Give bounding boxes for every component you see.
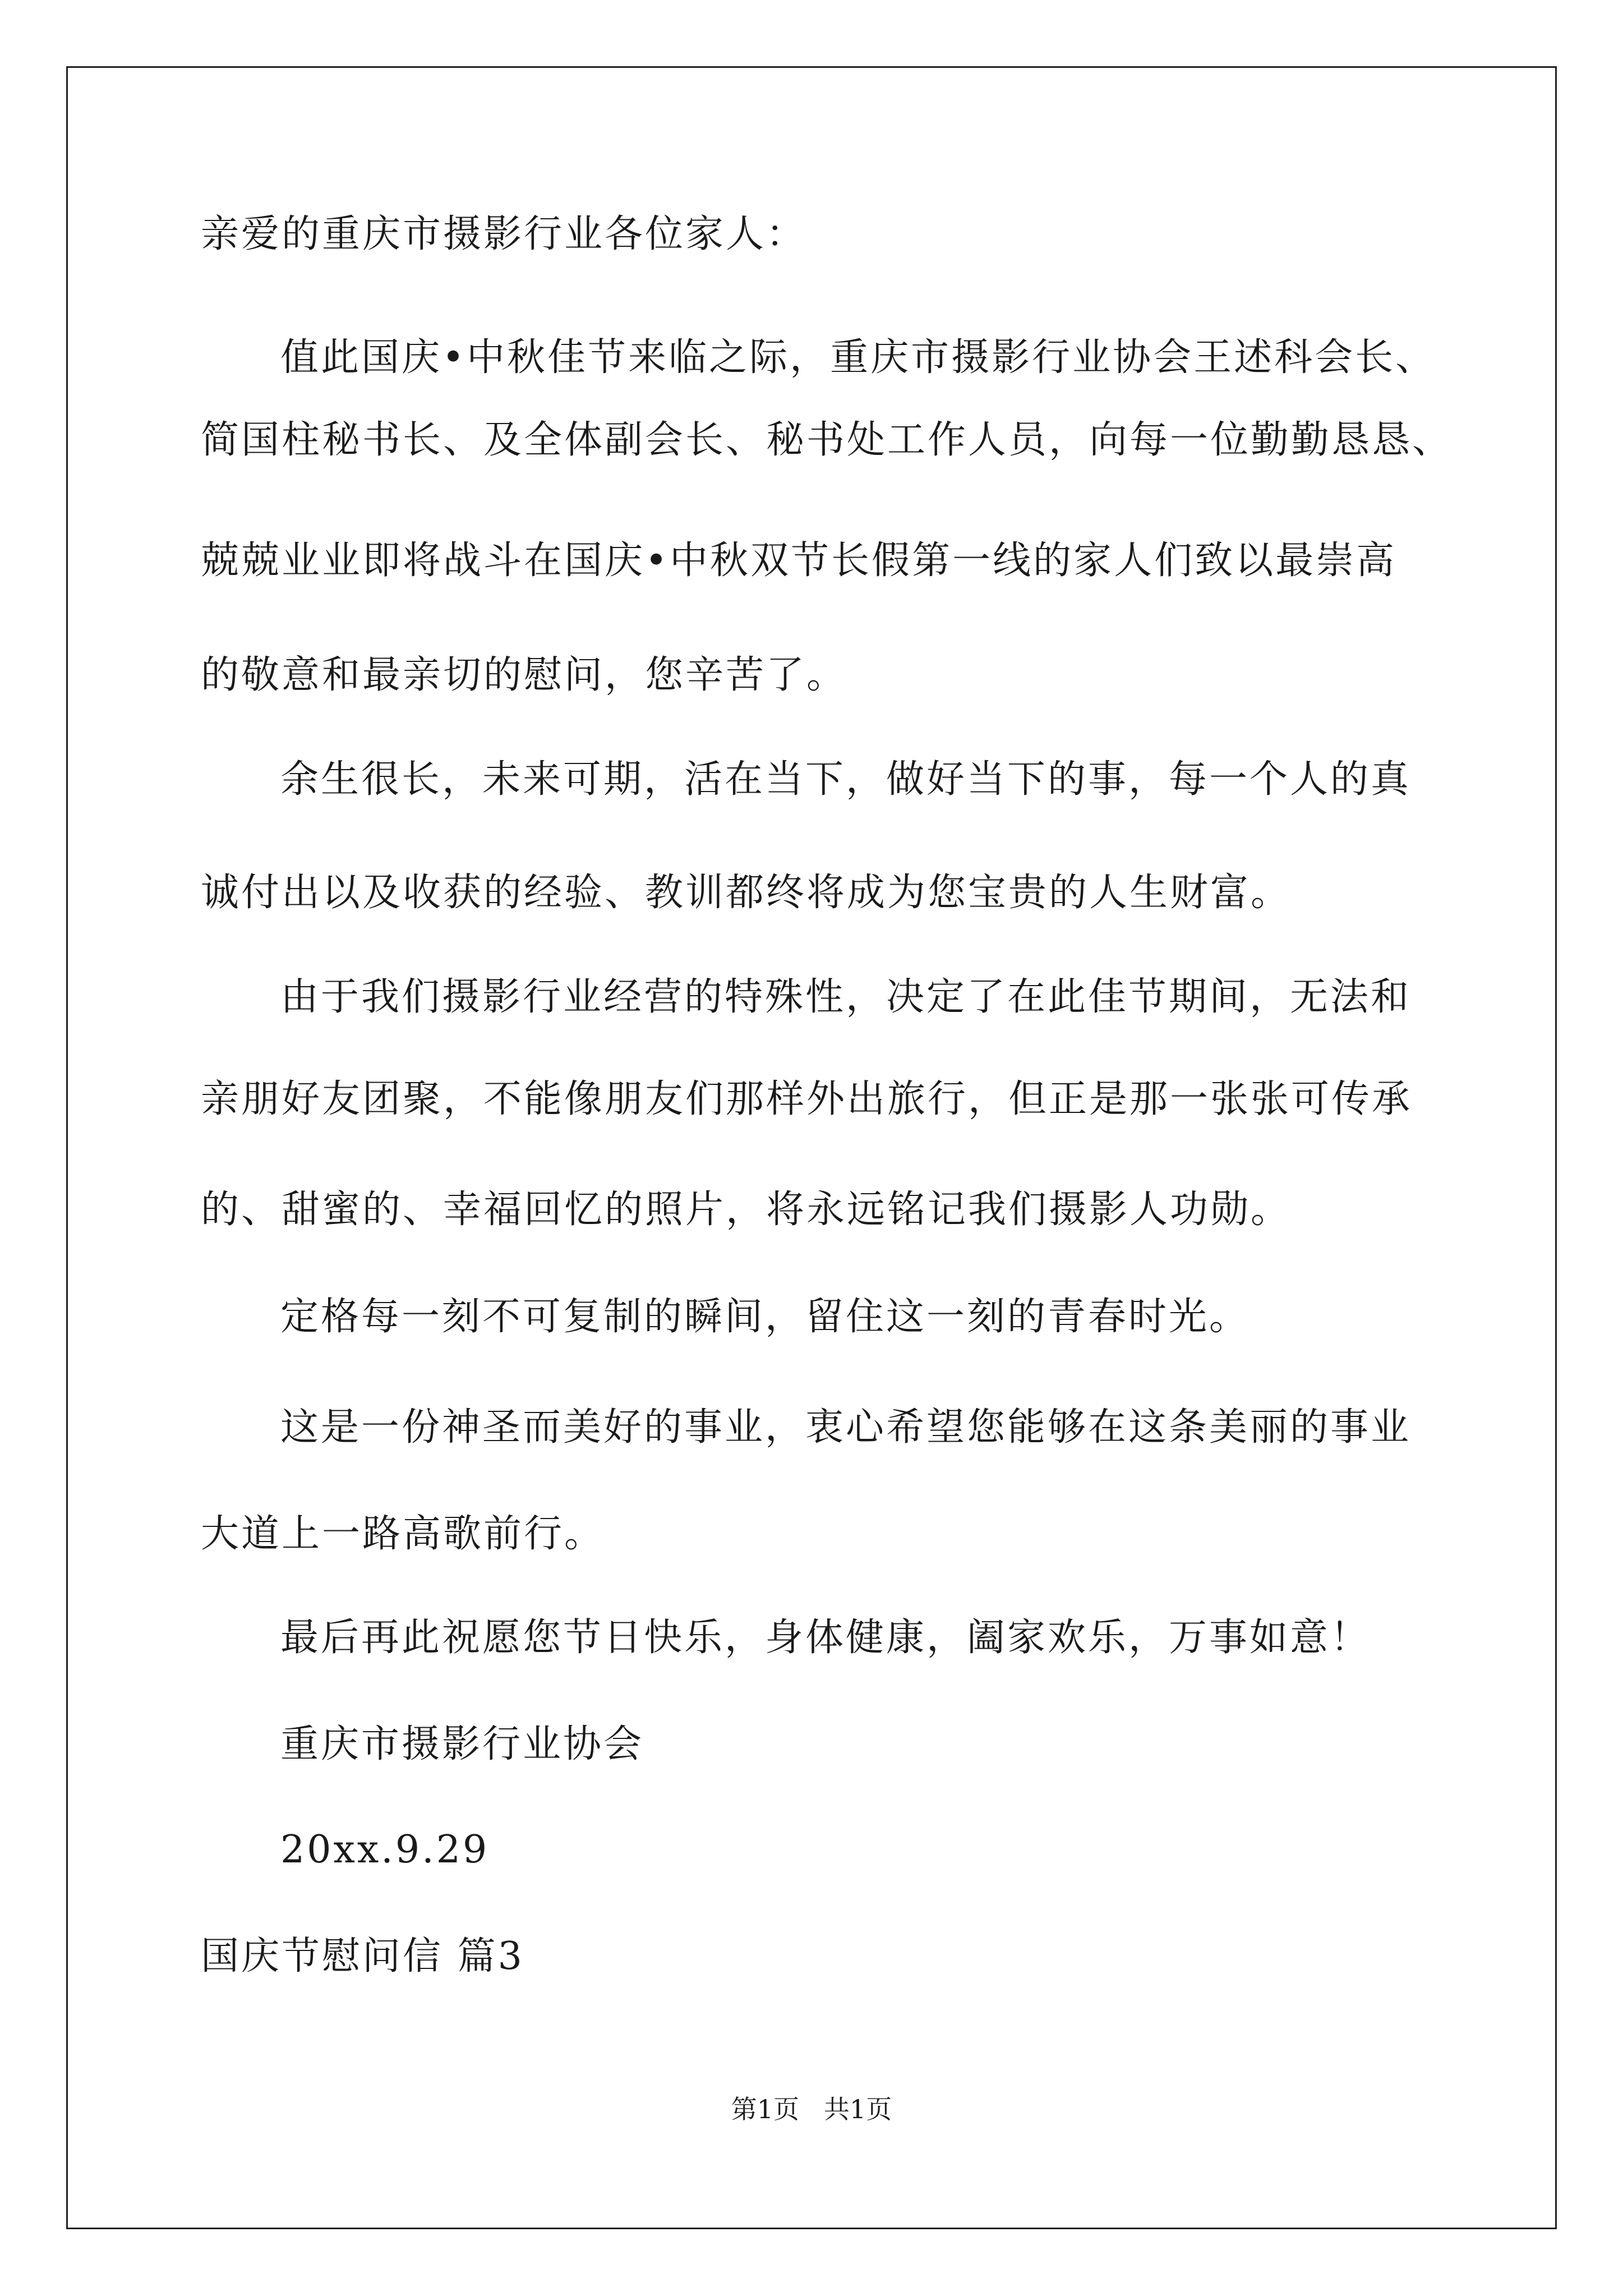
paragraph-line: 的敬意和最亲切的慰问，您辛苦了。: [201, 653, 847, 697]
paragraph-line: 兢兢业业即将战斗在国庆•中秋双节长假第一线的家人们致以最崇高: [201, 539, 1397, 583]
paragraph-line: 大道上一路高歌前行。: [201, 1512, 605, 1556]
paragraph-line: 最后再此祝愿您节日快乐，身体健康，阖家欢乐，万事如意！: [280, 1616, 1371, 1660]
paragraph-line: 值此国庆•中秋佳节来临之际，重庆市摄影行业协会王述科会长、: [280, 335, 1436, 380]
paragraph-line: 定格每一刻不可复制的瞬间，留住这一刻的青春时光。: [280, 1295, 1250, 1339]
greeting-line: 亲爱的重庆市摄影行业各位家人：: [201, 212, 807, 256]
signature: 重庆市摄影行业协会: [280, 1722, 644, 1766]
page-border: [66, 66, 1557, 2229]
paragraph-line: 由于我们摄影行业经营的特殊性，决定了在此佳节期间，无法和: [280, 975, 1412, 1019]
next-section-title: 国庆节慰问信 篇3: [201, 1934, 524, 1978]
paragraph-line: 简国柱秘书长、及全体副会长、秘书处工作人员，向每一位勤勤恳恳、: [201, 418, 1453, 462]
paragraph-line: 诚付出以及收获的经验、教训都终将成为您宝贵的人生财富。: [201, 871, 1292, 915]
paragraph-line: 亲朋好友团聚，不能像朋友们那样外出旅行，但正是那一张张可传承: [201, 1077, 1413, 1121]
page-footer: 第1页 共1页: [731, 2094, 892, 2124]
paragraph-line: 的、甜蜜的、幸福回忆的照片，将永远铭记我们摄影人功勋。: [201, 1188, 1292, 1232]
date: 20xx.9.29: [280, 1828, 490, 1872]
paragraph-line: 余生很长，未来可期，活在当下，做好当下的事，每一个人的真: [280, 757, 1412, 802]
paragraph-line: 这是一份神圣而美好的事业，衷心希望您能够在这条美丽的事业: [280, 1405, 1412, 1450]
